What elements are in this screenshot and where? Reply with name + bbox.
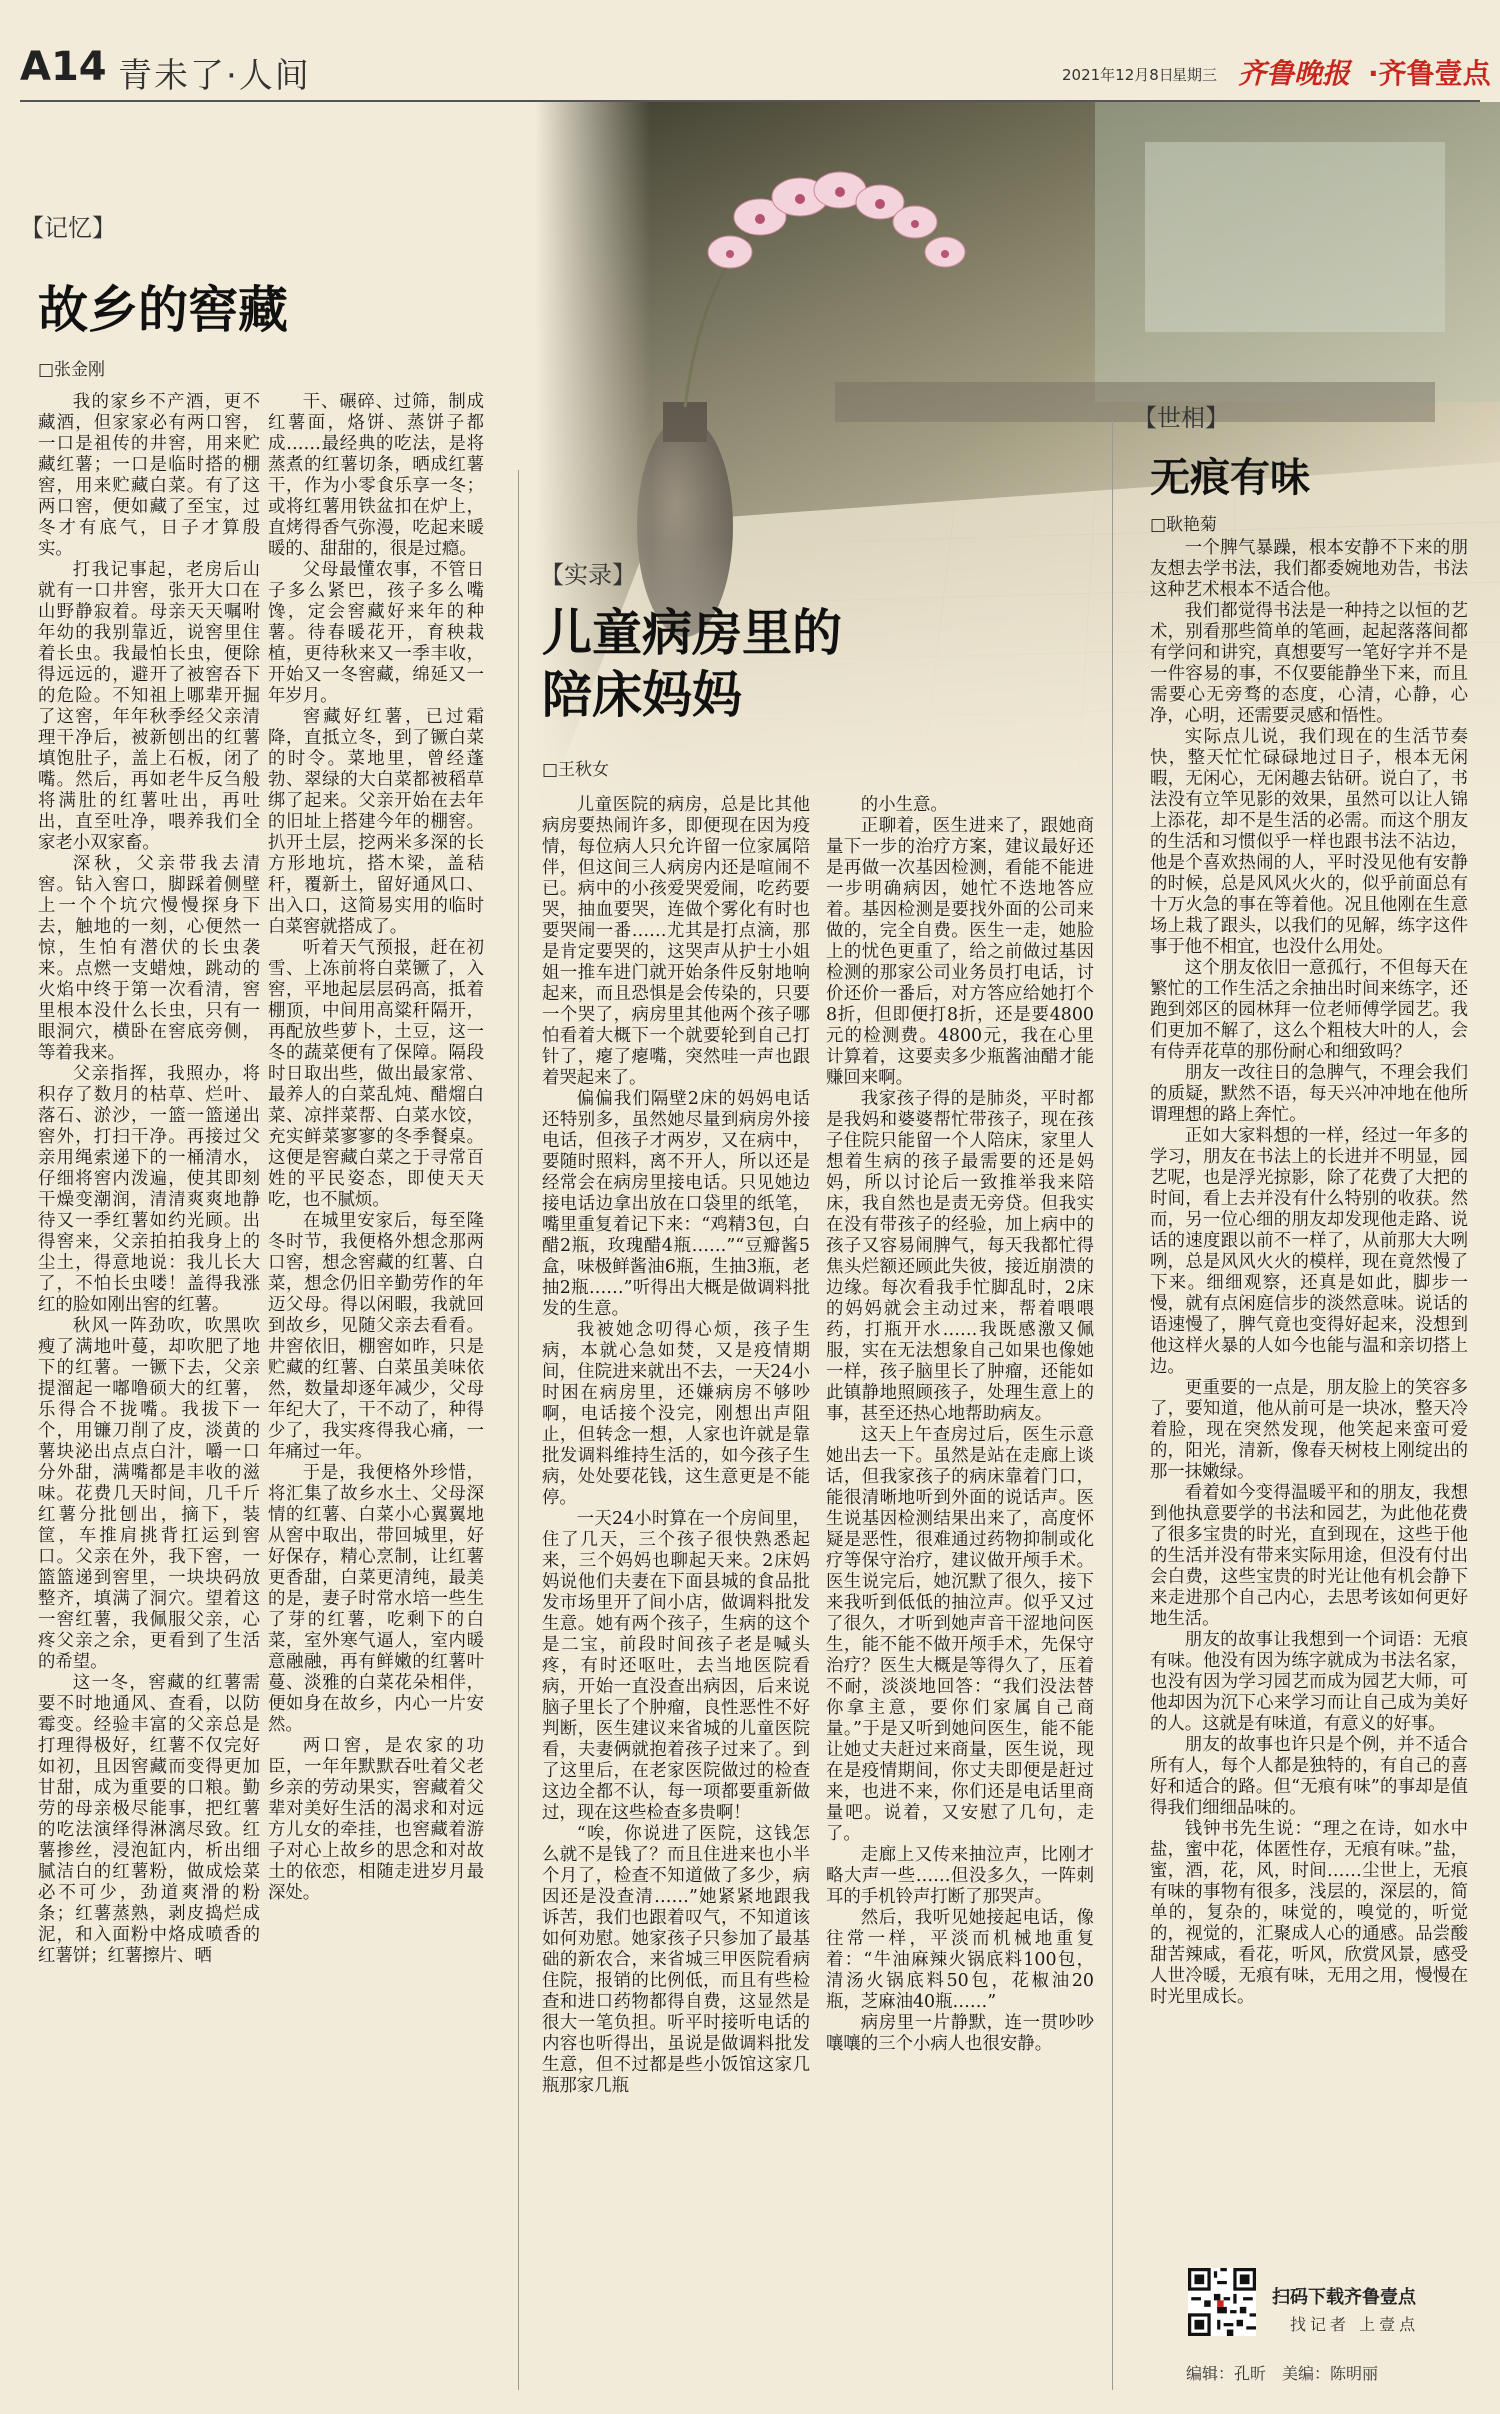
article-3-title: 无痕有味 — [1150, 454, 1310, 501]
paragraph: 钱钟书先生说：“理之在诗，如水中盐，蜜中花，体匿性存，无痕有味。”盐，蜜，酒，花，风，时间……尘世上，无痕有味的事物有很多，浅层的，深层的，简单的，复杂的，味觉的，嗅觉的，听觉的，视觉的，汇聚成人心的通感。品尝酸甜苦辣咸，看花，听风，欣赏风景，感受人世冷暖，无痕有味，无用之用，慢慢在时光里成长。 — [1150, 1819, 1468, 2007]
paragraph: 更重要的一点是，朋友脸上的笑容多了，要知道，他从前可是一块冰，整天冷着脸，现在突然发现，他笑起来蛮可爱的，阳光，清新，像春天树枝上刚绽出的那一抹嫩绿。 — [1150, 1378, 1468, 1482]
paragraph: 这天上午查房过后，医生示意她出去一下。虽然是站在走廊上谈话，但我家孩子的病床靠着门口，能很清晰地听到外面的说话声。医生说基因检测结果出来了，高度怀疑是恶性，很难通过药物抑制或化疗等保守治疗，建议做开颅手术。医生说完后，她沉默了很久，接下来我听到低低的抽泣声。似乎又过了很久，才听到她声音干涩地问医生，能不能不做开颅手术，先保守治疗？医生大概是等得久了，压着不耐，淡淡地回答：“我们没法替你拿主意，要你们家属自己商量。”于是又听到她问医生，能不能让她丈夫赶过来商量，医生说，现在是疫情期间，你丈夫即便是赶过来，也进不来，你们还是电话里商量吧。说着，又安慰了几句，走了。 — [826, 1425, 1094, 1844]
paragraph: 一天24小时算在一个房间里，住了几天，三个孩子很快熟悉起来，三个妈妈也聊起天来。2床妈妈说他们夫妻在下面县城的食品批发市场里开了间小店，做调料批发生意。她有两个孩子，生病的这个是二宝，前段时间孩子老是喊头疼，有时还呕吐，去当地医院看病，开始一直没查出病因，后来说脑子里长了个肿瘤，良性恶性不好判断，医生建议来省城的儿童医院看，夫妻俩就抱着孩子过来了。到了这里后，在老家医院做过的检查这边全都不认，每一项都要重新做过，现在这些检查多贵啊！ — [542, 1509, 810, 1823]
paragraph: 我被她念叨得心烦，孩子生病，本就心急如焚，又是疫情期间，住院进来就出不去，一天24小时困在病房里，还嫌病房不够吵啊，电话接个没完，刚想出声阻止，但转念一想，人家也许就是靠批发调料维持生活的，如今孩子生病，处处要花钱，这生意更是不能停。 — [542, 1320, 810, 1508]
paragraph: 然后，我听见她接起电话，像往常一样，平淡而机械地重复着：“牛油麻辣火锅底料100包，清汤火锅底料50包，花椒油20瓶，芝麻油40瓶……” — [826, 1908, 1094, 2012]
column-divider — [518, 470, 519, 2390]
paragraph: 于是，我便格外珍惜，将汇集了故乡水土、父母深情的红薯、白菜小心翼翼地从窖中取出，带回城里，好好保存，精心烹制，让红薯更香甜，白菜更清纯，最美的是，妻子时常水培一些生了芽的红薯，吃剩下的白菜，室外寒气逼人，室内暖意融融，再有鲜嫩的红薯叶蔓、淡雅的白菜花朵相伴，便如身在故乡，内心一片安然。 — [268, 1463, 484, 1735]
paragraph: 这个朋友依旧一意孤行，不但每天在繁忙的工作生活之余抽出时间来练字，还跑到郊区的园林拜一位老师傅学园艺。我们更加不解了，这么个粗枝大叶的人，会有侍弄花草的那份耐心和细致吗？ — [1150, 958, 1468, 1062]
article-1-title: 故乡的窖藏 — [38, 280, 288, 339]
paragraph: 正聊着，医生进来了，跟她商量下一步的治疗方案，建议最好还是再做一次基因检测，看能不能进一步明确病因，她忙不迭地答应着。基因检测是要找外面的公司来做的，完全自费。医生一走，她脸上的忧色更重了，给之前做过基因检测的那家公司业务员打电话，讨价还价一番后，对方答应给她打个8折，但即便打8折，还是要4800元的检测费。4800元，我在心里计算着，这要卖多少瓶酱油醋才能赚回来啊。 — [826, 816, 1094, 1088]
paragraph: 朋友的故事让我想到一个词语：无痕有味。他没有因为练字就成为书法名家，也没有因为学习园艺而成为园艺大师，可他却因为沉下心来学习而让自己成为美好的人。这就是有味道，有意义的好事。 — [1150, 1630, 1468, 1734]
paragraph: 干、碾碎、过筛，制成红薯面，烙饼、蒸饼子都成……最经典的吃法，是将蒸煮的红薯切条，晒成红薯干，作为小零食乐享一冬；或将红薯用铁盆扣在炉上，直烤得香气弥漫，吃起来暖暖的、甜甜的，很是过瘾。 — [268, 392, 484, 559]
paragraph: 在城里安家后，每至隆冬时节，我便格外想念那两口窖，想念窖藏的红薯、白菜，想念仍旧辛勤劳作的年迈父母。得以闲暇，我就回到故乡，见随父亲去看看。井窖依旧，棚窖如昨，只是贮藏的红薯、白菜虽美味依然，数量却逐年减少，父母年纪大了，干不动了，种得少了，我实疼得我心痛，一年痛过一年。 — [268, 1211, 484, 1462]
article-1-byline: □张金刚 — [38, 360, 106, 380]
paragraph: 我的家乡不产酒，更不藏酒，但家家必有两口窖，一口是祖传的井窖，用来贮藏红薯；一口是临时搭的棚窖，用来贮藏白菜。有了这两口窖，便如藏了至宝，过冬才有底气，日子才算殷实。 — [38, 392, 260, 559]
article-2-byline: □王秋女 — [542, 760, 610, 780]
paragraph: 我们都觉得书法是一种持之以恒的艺术，别看那些简单的笔画，起起落落间都有学问和讲究，真想要写一笔好字并不是一件容易的事，不仅要能静坐下来，而且需要心无旁骛的态度，心清，心静，心净，心明，还需要灵感和悟性。 — [1150, 601, 1468, 726]
article-2-title-line-1: 儿童病房里的 — [542, 603, 842, 662]
paragraph: 秋风一阵劲吹，吹黑吹瘦了满地叶蔓，却吹肥了地下的红薯。一镢下去，父亲提溜起一嘟噜硕大的红薯，乐得合不拢嘴。我拔下一个，用镰刀削了皮，淡黄的薯块泌出点点白汁，嚼一口分外甜，满嘴都是丰收的滋味。花费几天时间，几千斤红薯分批刨出，摘下，装筐，车推肩挑背扛运到窖口。父亲在外，我下窖，一篮篮递到窖里，一块块码放整齐，填满了洞穴。望着这一窖红薯，我佩服父亲，心疼父亲之余，更看到了生活的希望。 — [38, 1316, 260, 1672]
article-3-tag: 【世相】 — [1133, 404, 1229, 432]
issue-weekday: 星期三 — [1172, 66, 1218, 84]
paragraph: 偏偏我们隔壁2床的妈妈电话还特别多，虽然她尽量到病房外接电话，但孩子才两岁，又在病中，要随时照料，离不开人，所以还是经常会在病房里接电话。只见她边接电话边拿出放在口袋里的纸笔，嘴里重复着记下来：“鸡精3包，白醋2瓶，玫瑰醋4瓶……”“豆瓣酱5盒，味极鲜酱油6瓶，生抽3瓶，老抽2瓶……”听得出大概是做调料批发的生意。 — [542, 1089, 810, 1319]
paragraph: 看着如今变得温暖平和的朋友，我想到他执意要学的书法和园艺，为此他花费了很多宝贵的时光，直到现在，这些于他的生活并没有带来实际用途，但没有付出会白费，这些宝贵的时光让他有机会静下来走进那个自己内心，去思考该如何更好地生活。 — [1150, 1483, 1468, 1629]
paragraph: 朋友一改往日的急脾气，不理会我们的质疑，默然不语，每天兴冲冲地在他所谓理想的路上奔忙。 — [1150, 1063, 1468, 1125]
article-1-column-1 — [38, 392, 260, 2384]
paper-sub-brand: ·齐鲁壹点 — [1368, 57, 1491, 90]
article-1-column-2 — [268, 392, 484, 2384]
qr-code-icon[interactable] — [1188, 2268, 1256, 2336]
paragraph: 正如大家料想的一样，经过一年多的学习，朋友在书法上的长进并不明显，园艺呢，也是浮光掠影，除了花费了大把的时间，看上去并没有什么特别的收获。然而，另一位心细的朋友却发现他走路、说话的速度跟以前不一样了，从前那大大咧咧，总是风风火火的模样，现在竟然慢了下来。细细观察，还真是如此，脚步一慢，就有点闲庭信步的淡然意味。说话的语速慢了，脾气竟也变得好起来，没想到他这样火暴的人如今也能与温和亲切搭上边。 — [1150, 1126, 1468, 1377]
paragraph: 朋友的故事也许只是个例，并不适合所有人，每个人都是独特的，有自己的喜好和适合的路。但“无痕有味”的事却是值得我们细细品味的。 — [1150, 1735, 1468, 1818]
paragraph: 我家孩子得的是肺炎，平时都是我妈和婆婆帮忙带孩子，现在孩子住院只能留一个人陪床，家里人想着生病的孩子最需要的还是妈妈，所以讨论后一致推举我来陪床，我自然也是责无旁贷。但我实在没有带孩子的经验，加上病中的孩子又容易闹脾气，每天我都忙得焦头烂额还顾此失彼，接近崩溃的边缘。每次看我手忙脚乱时，2床的妈妈就会主动过来，帮着喂喂药，打瓶开水……我既感激又佩服，实在无法想象自己如果也像她一样，孩子脑里长了肿瘤，还能如此镇静地照顾孩子，处理生意上的事，甚至还热心地帮助病友。 — [826, 1089, 1094, 1424]
section-name: 青未了·人间 — [118, 56, 311, 96]
article-3-column-1 — [1150, 538, 1468, 2258]
qr-download-label: 扫码下载齐鲁壹点 — [1272, 2287, 1416, 2308]
paragraph: 病房里一片静默，连一贯吵吵嚷嚷的三个小病人也很安静。 — [826, 2013, 1094, 2054]
paragraph: 父亲指挥，我照办，将积存了数月的枯草、烂叶、落石、淤沙，一篮一篮递出窖外，打扫干净。再接过父亲用绳索递下的一桶清水，仔细将窖内泼遍，使其即刻干燥变潮润，清清爽爽地静待又一季红薯如约光顾。出得窖来，父亲拍拍我身上的尘土，得意地说：我儿长大了，不怕长虫喽！盖得我涨红的脸如刚出窖的红薯。 — [38, 1064, 260, 1315]
paragraph: 深秋，父亲带我去清窖。钻入窖口，脚踩着侧壁上一个个坑穴慢慢探身下去，触地的一刻，心便然一惊，生怕有潜伏的长虫袭来。点燃一支蜡烛，跳动的火焰中终于第一次看清，窖里根本没什么长虫，只有一眼洞穴，横卧在窖底旁侧，等着我来。 — [38, 854, 260, 1063]
paragraph: 这一冬，窖藏的红薯需要不时地通风、查看，以防霉变。经验丰富的父亲总是打理得极好，红薯不仅完好如初，且因窖藏而变得更加甘甜，成为重要的口粮。勤劳的母亲极尽能事，把红薯的吃法演绎得淋漓尽致。红薯掺丝，浸泡缸内，析出细腻洁白的红薯粉，做成烩菜必不可少，劲道爽滑的粉条；红薯蒸熟，剥皮捣烂成泥，和入面粉中烙成喷香的红薯饼；红薯擦片、晒 — [38, 1673, 260, 1966]
article-2-title-line-2: 陪床妈妈 — [542, 665, 742, 724]
paragraph: 听着天气预报，赶在初雪、上冻前将白菜镢了，入窖，平地起层层码高，抵着棚顶，中间用高粱秆隔开，再配放些萝卜，土豆，这一冬的蔬菜便有了保障。隔段时日取出些，做出最家常、最养人的白菜乱炖、醋熘白菜、凉拌菜帮、白菜水饺，充实鲜菜寥寥的冬季餐桌。这便是窖藏白菜之于寻常百姓的平民姿态，即使天天吃，也不腻烦。 — [268, 938, 484, 1210]
editor-credits: 编辑：孔昕 美编：陈明丽 — [1186, 2364, 1379, 2383]
masthead — [0, 0, 1500, 110]
article-2-column-1 — [542, 795, 810, 2384]
paragraph: 的小生意。 — [860, 795, 948, 815]
article-2-tag: 【实录】 — [540, 561, 636, 589]
paragraph: “唉，你说进了医院，这钱怎么就不是钱了？而且住进来也小半个月了，检查不知道做了多少，病因还是没查清……”她紧紧地跟我诉苦，我们也跟着叹气，不知道该如何劝慰。她家孩子只参加了最基础的新农合，来省城三甲医院看病住院，报销的比例低，而且有些检查和进口药物都得自费，这显然是很大一笔负担。听平时接听电话的内容也听得出，虽说是做调料批发生意，但不过都是些小饭馆这家几瓶那家几瓶 — [542, 1824, 810, 2096]
article-2-title — [542, 602, 842, 726]
paragraph: 打我记事起，老房后山就有一口井窖，张开大口在山野静寂着。母亲天天嘱咐年幼的我别靠近，说窖里住着长虫。我最怕长虫，便除得远远的，避开了被窖吞下的危险。不知祖上哪辈开掘了这窖，年年秋季经父亲清理干净后，被新刨出的红薯填饱肚子，盖上石板，闭了嘴。然后，再如老牛反刍般将满肚的红薯吐出，再吐出，直至吐净，喂养我们全家老小双家畜。 — [38, 560, 260, 853]
page-number: A14 — [20, 44, 107, 90]
paragraph: 儿童医院的病房，总是比其他病房要热闹许多，即便现在因为疫情，每位病人只允许留一位家属陪伴，但这间三人病房内还是喧闹不已。病中的小孩爱哭爱闹，吃药要哭，抽血要哭，连做个雾化有时也要哭闹一番……尤其是打点滴，那是肯定要哭的，这哭声从护士小姐姐一推车进门就开始条件反射地响起来，而且恐惧是会传染的，只要一个哭了，病房里其他两个孩子哪怕看着大概下一个就要轮到自己打针了，瘪了瘪嘴，突然哇一声也跟着哭起来了。 — [542, 795, 810, 1088]
issue-date: 2021年12月8日 — [1062, 66, 1174, 84]
paragraph: 一个脾气暴躁，根本安静不下来的朋友想去学书法，我们都委婉地劝告，书法这种艺术根本不适合他。 — [1150, 538, 1468, 600]
article-3-byline: □耿艳菊 — [1150, 515, 1218, 535]
column-divider — [1112, 420, 1113, 2390]
article-1-tag: 【记忆】 — [20, 214, 116, 242]
paragraph: 两口窖，是农家的功臣，一年年默默吞吐着父老乡亲的劳动果实，窖藏着父辈对美好生活的渴求和对远方儿女的牵挂，也窖藏着游子对心上故乡的思念和对故土的依恋，相随走进岁月最深处。 — [268, 1736, 484, 1903]
paragraph: 父母最懂农事，不管日子多么紧巴，孩子多么嘴馋，定会窖藏好来年的种薯。待春暖花开，育秧栽植，更待秋来又一季丰收，开始又一冬窖藏，绵延又一年岁月。 — [268, 560, 484, 706]
paragraph: 窖藏好红薯，已过霜降，直抵立冬，到了镢白菜的时令。菜地里，曾经蓬勃、翠绿的大白菜都被稻草绑了起来。父亲开始在去年的旧址上搭建今年的棚窖。扒开土层，挖两米多深的长方形地坑，搭木梁，盖秸秆，覆新土，留好通风口、出入口，这简易实用的临时白菜窖就搭成了。 — [268, 707, 484, 937]
qr-tagline: 找记者 上壹点 — [1290, 2315, 1420, 2334]
paper-brand-logo: 齐鲁晚报 — [1238, 57, 1351, 90]
article-2-column-2 — [826, 795, 1094, 2384]
paragraph: 实际点儿说，我们现在的生活节奏快，整天忙忙碌碌地过日子，根本无闲暇，无闲心，无闲趣去钻研。说白了，书法没有立竿见影的效果，虽然可以让人锦上添花，却不是生活的必需。而这个朋友的生活和习惯似乎一样也跟书法不沾边，他是个喜欢热闹的人，平时没见他有安静的时候，总是风风火火的，似乎前面总有十万火急的事在等着他。况且他刚在生意场上栽了跟头，以我们的见解，练字这件事于他不相宜，也没什么用处。 — [1150, 727, 1468, 957]
paragraph: 走廊上又传来抽泣声，比刚才略大声一些……但没多久，一阵刺耳的手机铃声打断了那哭声。 — [826, 1845, 1094, 1907]
